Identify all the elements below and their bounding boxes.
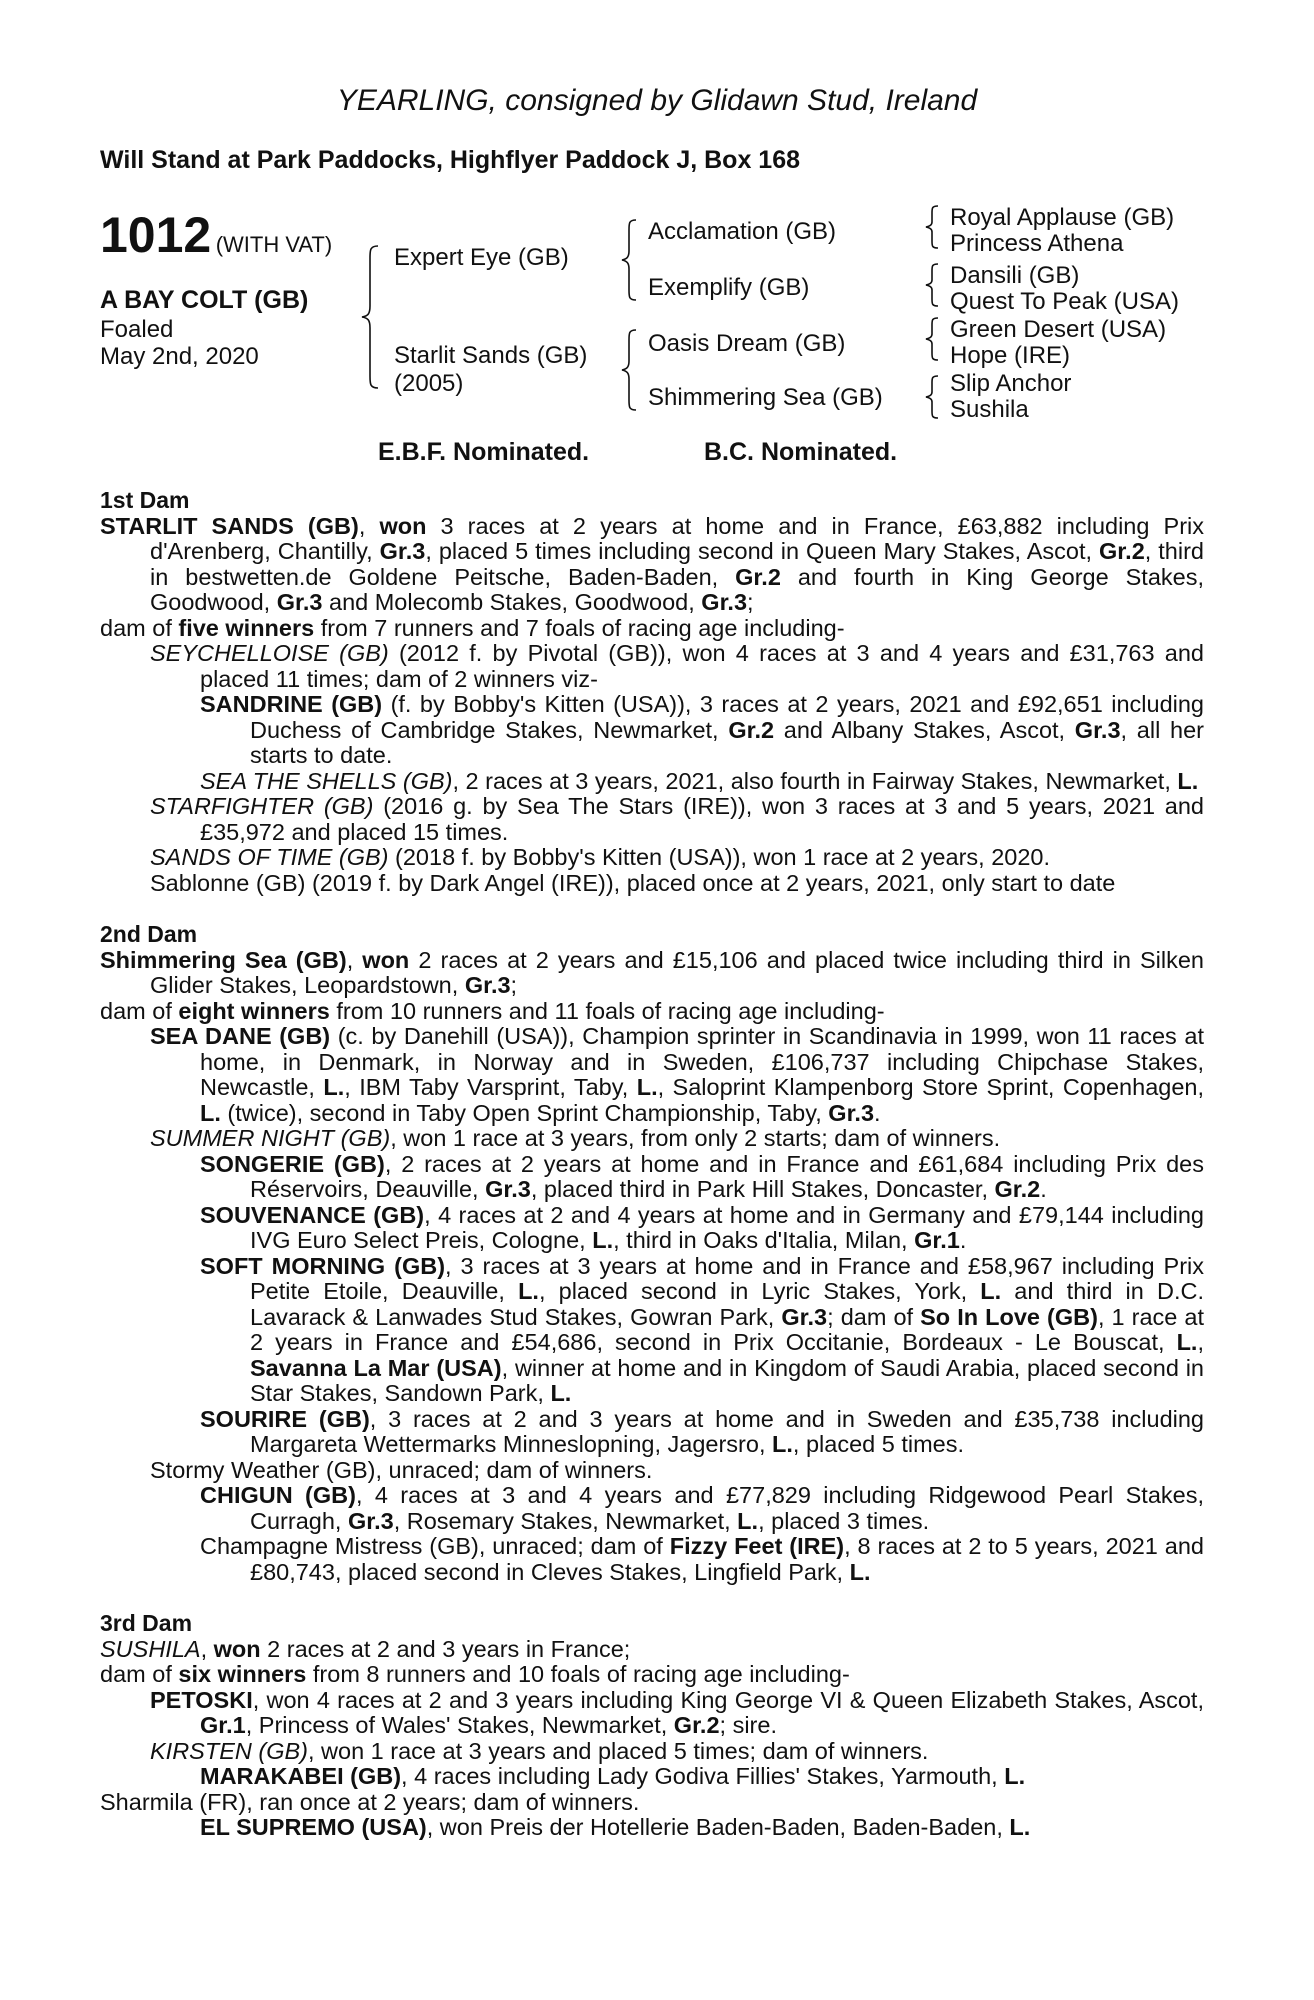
horse-name: So In Love (GB) [920, 1303, 1098, 1330]
record-text: , 4 races at 2 and 4 years at home and in Germany and £79,144 including IVG Euro Select Preis, Cologne, [250, 1201, 1204, 1253]
record-text: , 3 races at 2 and 3 years at home and in Sweden and £35,738 including Margareta Wettermarks Minneslopning, Jagersro, [250, 1405, 1205, 1457]
pedigree-dam: Starlit Sands (GB) [394, 342, 588, 369]
pedigree-sire: Expert Eye (GB) [394, 244, 569, 271]
record-text: 2 races at 2 years and £15,106 and placed twice including third in Silken Glider Stakes, Leopardstown, [150, 946, 1205, 998]
pedigree-g2: Princess Athena [950, 230, 1124, 257]
produce-entry [100, 1407, 1204, 1458]
record-text: , [1197, 1329, 1204, 1355]
vat-note: (WITH VAT) [215, 232, 333, 257]
grade: Gr.2 [673, 1712, 720, 1738]
produce-entry [100, 1126, 1204, 1152]
produce-entry [100, 1254, 1204, 1407]
grade: L. [1009, 1814, 1031, 1840]
won-label: won [213, 1635, 261, 1662]
produce-entry [100, 1534, 1204, 1585]
grade: L. [592, 1227, 614, 1253]
winners-count: eight winners [178, 997, 330, 1024]
record-text: , all her starts to date. [250, 716, 1204, 768]
horse-name: SEA THE SHELLS (GB) [200, 767, 453, 794]
winners-count: five winners [178, 614, 315, 641]
grade: Gr.3 [379, 538, 426, 564]
third-dam-record [100, 1637, 1204, 1663]
horse-name: SEA DANE (GB) [150, 1023, 331, 1049]
record-text: , winner at home and in Kingdom of Saudi Arabia, placed second in Star Stakes, Sandown Park, [250, 1354, 1205, 1406]
ebf-nominated: E.B.F. Nominated. [378, 438, 590, 466]
record-text: and Molecomb Stakes, Goodwood, [322, 589, 702, 615]
produce-entry [100, 1739, 1204, 1765]
grade: Gr.2 [735, 563, 781, 590]
produce-entry [100, 1483, 1204, 1534]
record-text: . [959, 1227, 967, 1253]
bc-nominated: B.C. Nominated. [704, 438, 898, 466]
grade: L. [737, 1507, 759, 1534]
winners-count: six winners [178, 1661, 307, 1687]
grade: L. [1004, 1763, 1026, 1789]
foaled-date: May 2nd, 2020 [100, 343, 259, 370]
pedigree-dam-dam: Shimmering Sea (GB) [648, 384, 883, 411]
horse-name: SOFT MORNING (GB) [200, 1252, 446, 1279]
produce-entry [100, 1024, 1204, 1126]
grade: L. [980, 1278, 1002, 1304]
pedigree-brace-g4 [924, 374, 944, 420]
record-text: . [874, 1099, 881, 1126]
record-text: from 10 runners and 11 foals of racing age including- [329, 997, 885, 1024]
catalogue-body [100, 488, 1204, 1841]
record-text: , 1 race at 2 years in France and £54,686, second in Prix Occitanie, Bordeaux - Le Bouscat, [250, 1303, 1205, 1355]
record-text: , placed 5 times. [792, 1431, 965, 1457]
horse-name: STARFIGHTER (GB) [150, 793, 374, 819]
pedigree-brace-dam [620, 328, 642, 412]
record-text: , Rosemary Stakes, Newmarket, [393, 1507, 738, 1534]
produce-entry [100, 871, 1204, 897]
record-text: , won 1 race at 3 years and placed 5 times; dam of winners. [307, 1737, 929, 1764]
pedigree-dam-sire: Oasis Dream (GB) [648, 330, 846, 357]
grade: L. [772, 1431, 793, 1457]
grade: Gr.3 [276, 589, 323, 615]
pedigree-brace-sire [620, 218, 642, 302]
record-text: (2012 f. by Pivotal (GB)), won 4 races at 3 and 4 years and £31,763 and placed 11 times; dam of 2 winners viz- [200, 640, 1204, 692]
record-text: (2016 g. by Sea The Stars (IRE)), won 3 races at 3 and 5 years, 2021 and £35,972 and placed 15 times. [200, 793, 1204, 845]
record-text: ; [510, 972, 518, 998]
won-label: won [379, 512, 427, 539]
third-dam-produce-summary [100, 1662, 1204, 1688]
horse-name: SANDRINE (GB) [200, 691, 383, 717]
record-text: , placed third in Park Hill Stakes, Doncaster, [530, 1176, 995, 1202]
pedigree-g4: Quest To Peak (USA) [950, 288, 1179, 315]
horse-name: PETOSKI [150, 1686, 253, 1713]
horse-name: Savanna La Mar (USA) [250, 1354, 502, 1381]
grade: Gr.2 [728, 716, 775, 743]
record-text: , 8 races at 2 to 5 years, 2021 and £80,743, placed second in Cleves Stakes, Lingfield Park, [250, 1533, 1204, 1585]
pedigree-g7: Slip Anchor [950, 370, 1072, 397]
record-text: (2018 f. by Bobby's Kitten (USA)), won 1 race at 2 years, 2020. [388, 844, 1051, 870]
record-text: ; [747, 589, 754, 615]
record-text: dam of [100, 997, 179, 1024]
pedigree-g6: Hope (IRE) [950, 342, 1071, 369]
record-text: (c. by Danehill (USA)), Champion sprinter in Scandinavia in 1999, won 11 races at home, in Denmark, in Norway and in Sweden, £106,737 including Chipchase Stakes, Newcastle, [200, 1023, 1204, 1100]
horse-name: MARAKABEI (GB) [200, 1763, 402, 1789]
grade: L. [550, 1380, 572, 1406]
record-text: , won Preis der Hotellerie Baden-Baden, Baden-Baden, [426, 1814, 1010, 1840]
record-text: ; sire. [719, 1712, 777, 1738]
produce-entry [100, 845, 1204, 871]
pedigree-g5: Green Desert (USA) [950, 316, 1167, 343]
record-text: Champagne Mistress (GB), unraced; dam of [200, 1533, 670, 1559]
record-text: Stormy Weather (GB), unraced; dam of winners. [150, 1456, 653, 1483]
record-text: , 2 races at 3 years, 2021, also fourth in Fairway Stakes, Newmarket, [452, 767, 1178, 794]
second-dam-produce-summary [100, 999, 1204, 1025]
horse-name: EL SUPREMO (USA) [200, 1814, 427, 1840]
grade: L. [518, 1278, 539, 1304]
grade: Gr.3 [1074, 716, 1121, 743]
grade: Gr.1 [914, 1227, 960, 1253]
record-text: , Saloprint Klampenborg Store Sprint, Copenhagen, [657, 1074, 1204, 1100]
lot-description: A BAY COLT (GB) [100, 286, 309, 314]
won-label: won [362, 946, 410, 973]
record-text: and Albany Stakes, Ascot, [774, 716, 1075, 743]
grade: L. [849, 1558, 871, 1585]
third-dam-heading: 3rd Dam [100, 1610, 193, 1636]
record-text: , won 1 race at 3 years, from only 2 starts; dam of winners. [390, 1125, 1001, 1151]
grade: Gr.3 [781, 1303, 828, 1330]
record-text: , third in bestwetten.de Goldene Peitsche, Baden-Baden, [150, 538, 1204, 590]
first-dam-produce-summary [100, 616, 1204, 642]
produce-entry [100, 1203, 1204, 1254]
horse-name: Fizzy Feet (IRE) [669, 1533, 845, 1559]
grade: Gr.3 [701, 589, 748, 615]
grade: L. [1177, 767, 1199, 794]
record-text: (twice), second in Taby Open Sprint Championship, Taby, [220, 1099, 829, 1126]
pedigree-g8: Sushila [950, 396, 1029, 423]
record-text: and third in D.C. Lavarack & Lanwades Stud Stakes, Gowran Park, [250, 1278, 1204, 1330]
horse-name: CHIGUN (GB) [200, 1482, 356, 1508]
record-text: , 2 races at 2 years at home and in France and £61,684 including Prix des Réservoirs, Deauville, [250, 1150, 1205, 1202]
grade: L. [1176, 1329, 1198, 1355]
grade: Gr.1 [200, 1712, 246, 1738]
pedigree-brace-g1 [924, 204, 944, 250]
horse-name: SUSHILA [100, 1635, 201, 1662]
horse-name: Shimmering Sea (GB) [100, 946, 347, 973]
record-text: dam of [100, 1661, 179, 1687]
produce-entry [100, 1815, 1204, 1841]
record-text: , Princess of Wales' Stakes, Newmarket, [245, 1712, 674, 1738]
grade: L. [200, 1099, 221, 1126]
foaled-label: Foaled [100, 316, 174, 343]
foaled-info [100, 316, 259, 370]
record-text: , 3 races at 3 years at home and in France and £58,967 including Prix Petite Etoile, Deauville, [250, 1252, 1204, 1304]
record-text: 2 races at 2 and 3 years in France; [260, 1635, 631, 1662]
grade: Gr.3 [485, 1176, 531, 1202]
stand-location: Will Stand at Park Paddocks, Highflyer Paddock J, Box 168 [100, 146, 800, 174]
horse-name: SANDS OF TIME (GB) [150, 844, 389, 870]
record-text: , placed 3 times. [758, 1507, 930, 1534]
record-text: , placed 5 times including second in Queen Mary Stakes, Ascot, [425, 538, 1100, 564]
produce-entry [100, 1790, 1204, 1816]
pedigree-brace-main [360, 244, 384, 390]
grade: L. [323, 1074, 345, 1100]
first-dam-heading: 1st Dam [100, 487, 190, 513]
record-text: from 7 runners and 7 foals of racing age including- [314, 614, 845, 641]
record-text: 3 races at 2 years at home and in France, £63,882 including Prix d'Arenberg, Chantilly, [150, 512, 1204, 564]
produce-entry [100, 1458, 1204, 1484]
record-text: Sablonne (GB) (2019 f. by Dark Angel (IRE)), placed once at 2 years, 2021, only start to date [150, 869, 1116, 896]
grade: Gr.3 [464, 972, 511, 998]
grade: L. [636, 1074, 658, 1100]
produce-entry [100, 769, 1204, 795]
pedigree-g3: Dansili (GB) [950, 262, 1080, 289]
record-text: , 4 races including Lady Godiva Fillies' Stakes, Yarmouth, [401, 1763, 1005, 1789]
record-text: (f. by Bobby's Kitten (USA)), 3 races at 2 years, 2021 and £92,651 including Duchess of Cambridge Stakes, Newmarket, [250, 691, 1204, 743]
record-text: . [1040, 1176, 1047, 1202]
record-text: and fourth in King George Stakes, Goodwood, [150, 563, 1204, 615]
lot-number-block [100, 206, 332, 264]
pedigree-brace-g3 [924, 316, 944, 362]
horse-name: SOUVENANCE (GB) [200, 1201, 425, 1228]
record-text: , third in Oaks d'Italia, Milan, [613, 1227, 915, 1253]
first-dam-record: STARLIT SANDS (GB), won 3 races at 2 years at home and in France, £63,882 including Prix d'Arenberg, Chantilly, Gr.3, placed 5 times including second in Queen Mary Stakes, Ascot, Gr.2, third in bestwetten.de Goldene Peitsche, Baden-Baden, Gr.2 and fourth in King George Stakes, Goodwood, Gr.3 and Molecomb Stakes, Goodwood, Gr.3; [100, 512, 1204, 615]
record-text: dam of [100, 614, 179, 641]
record-text: Sharmila (FR), ran once at 2 years; dam of winners. [100, 1788, 640, 1815]
consignment-title: YEARLING, consigned by Glidawn Stud, Ireland [336, 84, 978, 117]
horse-name: SONGERIE (GB) [200, 1150, 385, 1177]
produce-entry [100, 692, 1204, 769]
record-text: , placed second in Lyric Stakes, York, [538, 1278, 981, 1304]
horse-name: KIRSTEN (GB) [150, 1737, 308, 1764]
produce-entry [100, 1152, 1204, 1203]
record-text: , won 4 races at 2 and 3 years including King George VI & Queen Elizabeth Stakes, Ascot, [252, 1686, 1204, 1713]
pedigree-sire-sire: Acclamation (GB) [648, 218, 837, 245]
record-text: , [200, 1635, 214, 1662]
lot-number: 1012 [100, 207, 212, 263]
pedigree-dam-year: (2005) [394, 370, 464, 397]
horse-name: SOURIRE (GB) [200, 1405, 370, 1432]
produce-entry [100, 641, 1204, 692]
pedigree-g1: Royal Applause (GB) [950, 204, 1175, 231]
record-text: from 8 runners and 10 foals of racing age including- [306, 1661, 850, 1687]
horse-name: SEYCHELLOISE (GB) [150, 640, 389, 666]
horse-name: SUMMER NIGHT (GB) [150, 1125, 391, 1151]
record-text: , IBM Taby Varsprint, Taby, [344, 1074, 637, 1100]
horse-name: STARLIT SANDS (GB) [100, 512, 359, 539]
grade: Gr.3 [828, 1099, 875, 1126]
produce-entry [100, 794, 1204, 845]
second-dam-record: Shimmering Sea (GB), won 2 races at 2 years and £15,106 and placed twice including third in Silken Glider Stakes, Leopardstown, Gr.3; [100, 946, 1205, 998]
pedigree-sire-dam: Exemplify (GB) [648, 274, 810, 301]
record-text: , 4 races at 3 and 4 years and £77,829 including Ridgewood Pearl Stakes, Curragh, [250, 1482, 1204, 1534]
grade: Gr.3 [347, 1507, 394, 1534]
grade: Gr.2 [994, 1176, 1041, 1202]
produce-entry [100, 1764, 1204, 1790]
grade: Gr.2 [1099, 538, 1145, 564]
second-dam-heading: 2nd Dam [100, 921, 198, 947]
pedigree-brace-g2 [924, 262, 944, 308]
record-text: ; dam of [827, 1303, 921, 1330]
produce-entry [100, 1688, 1204, 1739]
